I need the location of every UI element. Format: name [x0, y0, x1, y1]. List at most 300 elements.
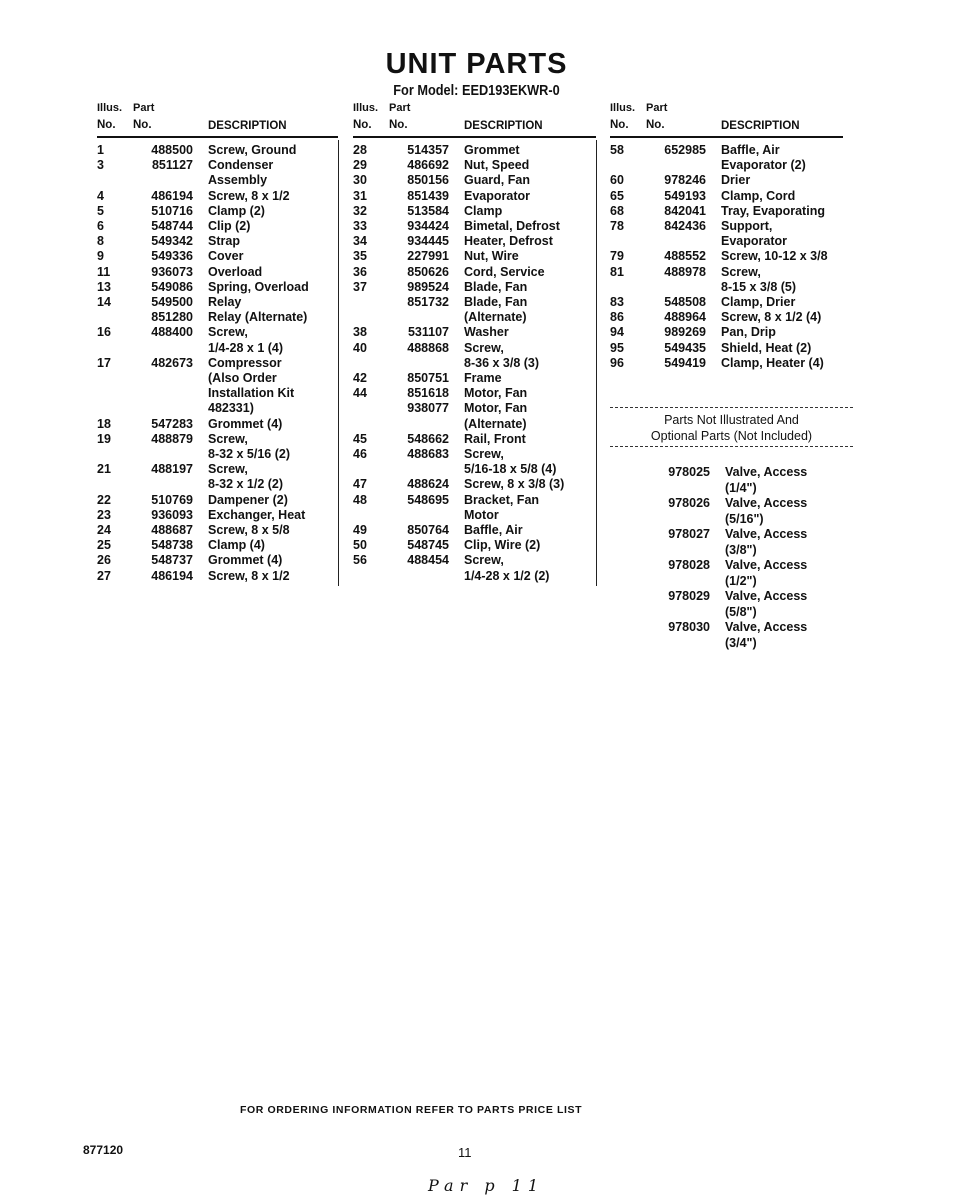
- part-description: (Also Order: [208, 371, 277, 386]
- illus-number: 68: [610, 203, 624, 218]
- illus-number: 11: [97, 264, 111, 279]
- table-row: [97, 280, 338, 295]
- illus-number: 18: [97, 416, 111, 431]
- table-row: [610, 249, 843, 264]
- part-description: Heater, Defrost: [464, 234, 553, 249]
- illus-number: [353, 356, 393, 371]
- illus-number: 79: [610, 249, 624, 264]
- part-description: Blade, Fan: [464, 295, 528, 310]
- column-header: [353, 102, 596, 136]
- part-number: 513584: [407, 203, 449, 218]
- part-description: Valve, Access: [725, 589, 808, 603]
- part-description: 8-32 x 5/16 (2): [208, 447, 290, 462]
- illus-number: [97, 310, 137, 325]
- part-description: Screw,: [208, 325, 248, 340]
- part-number: 548662: [407, 431, 449, 446]
- table-row: [353, 462, 596, 477]
- list-item: [640, 574, 807, 590]
- header-no2: No.: [389, 119, 408, 131]
- part-number: 851732: [407, 295, 449, 310]
- illus-number: 30: [353, 173, 367, 188]
- table-row: [353, 189, 596, 204]
- part-number: 549342: [151, 234, 193, 249]
- table-row: [353, 341, 596, 356]
- part-number: 851127: [151, 158, 193, 173]
- table-row: [353, 280, 596, 295]
- column-header: [610, 102, 843, 136]
- table-row: [97, 432, 338, 447]
- illus-number: 34: [353, 234, 367, 249]
- part-number: 486194: [151, 568, 193, 583]
- illus-number: 44: [353, 386, 367, 401]
- table-row: [97, 189, 338, 204]
- part-description: Valve, Access: [725, 496, 808, 510]
- table-row: [97, 204, 338, 219]
- part-number: 989524: [407, 279, 449, 294]
- illus-number: 46: [353, 447, 367, 462]
- illus-number: 78: [610, 219, 624, 234]
- table-row: [610, 173, 843, 188]
- illus-number: 32: [353, 203, 367, 218]
- list-item: [640, 481, 807, 497]
- table-row: [353, 432, 596, 447]
- part-description: Cord, Service: [464, 264, 545, 279]
- part-number: [137, 173, 193, 188]
- table-row: [97, 310, 338, 325]
- part-description: Support,: [721, 219, 773, 234]
- part-number: 978028: [668, 558, 710, 572]
- part-description: Clip (2): [208, 219, 251, 234]
- part-description: Screw, 10-12 x 3/8: [721, 249, 828, 264]
- part-description: (3/4"): [725, 635, 757, 650]
- illus-number: 81: [610, 264, 624, 279]
- part-number: 978025: [668, 465, 710, 479]
- header-no1: No.: [353, 119, 372, 131]
- part-number: 978030: [668, 620, 710, 634]
- illus-number: 35: [353, 249, 367, 264]
- part-description: Exchanger, Heat: [208, 507, 306, 522]
- part-description: Relay: [208, 295, 242, 310]
- section-rule: [610, 407, 853, 408]
- section-rule: [610, 446, 853, 447]
- part-number: 548744: [151, 219, 193, 234]
- part-number: [640, 574, 710, 590]
- table-row: [610, 356, 843, 371]
- part-description: (3/8"): [725, 542, 757, 557]
- parts-rows: [353, 138, 596, 584]
- part-number: 851439: [407, 188, 449, 203]
- table-row: [353, 401, 596, 416]
- part-number: [137, 371, 193, 386]
- part-description: Clip, Wire (2): [464, 538, 541, 553]
- illus-number: 47: [353, 477, 367, 492]
- table-row: [610, 310, 843, 325]
- illus-number: 4: [97, 188, 104, 203]
- model-subtitle: For Model: EED193EKWR-0: [393, 82, 560, 99]
- list-item: [640, 620, 807, 636]
- part-number: 548738: [151, 538, 193, 553]
- part-description: Bracket, Fan: [464, 492, 540, 507]
- header-no1: No.: [97, 119, 116, 131]
- part-number: 850626: [407, 264, 449, 279]
- table-row: [353, 310, 596, 325]
- part-description: Screw,: [464, 553, 504, 568]
- table-row: [610, 295, 843, 310]
- part-description: Valve, Access: [725, 558, 808, 572]
- table-row: [610, 143, 843, 158]
- part-description: Baffle, Air: [464, 523, 523, 538]
- part-number: 938077: [407, 401, 449, 416]
- list-item: [640, 512, 807, 528]
- parts-column-3: [610, 102, 843, 371]
- illus-number: 37: [353, 279, 367, 294]
- header-no1: No.: [610, 119, 629, 131]
- illus-number: [97, 173, 137, 188]
- table-row: [353, 356, 596, 371]
- illus-number: 94: [610, 325, 624, 340]
- list-item: [640, 636, 807, 652]
- illus-number: [353, 508, 393, 523]
- part-number: 488500: [151, 143, 193, 157]
- part-number: 936073: [151, 264, 193, 279]
- illus-number: [610, 280, 650, 295]
- list-item: [640, 589, 807, 605]
- part-number: 488683: [407, 447, 449, 462]
- table-row: [353, 569, 596, 584]
- table-row: [353, 508, 596, 523]
- column-header: [97, 102, 338, 136]
- part-description: Overload: [208, 264, 263, 279]
- part-description: Clamp: [464, 203, 503, 218]
- part-number: [137, 386, 193, 401]
- part-description: Cover: [208, 249, 244, 264]
- part-description: (1/4"): [725, 480, 757, 495]
- part-description: Valve, Access: [725, 465, 808, 479]
- part-description: Screw, 8 x 3/8 (3): [464, 477, 565, 492]
- illus-number: [353, 310, 393, 325]
- part-description: Screw,: [208, 431, 248, 446]
- part-number: 842436: [664, 219, 706, 234]
- table-row: [353, 234, 596, 249]
- part-description: Screw, 8 x 5/8: [208, 523, 290, 538]
- table-row: [97, 371, 338, 386]
- illus-number: 6: [97, 219, 104, 234]
- illus-number: 29: [353, 158, 367, 173]
- part-number: [640, 636, 710, 652]
- part-description: Motor, Fan: [464, 401, 528, 416]
- handwritten-annotation: Par p 11: [428, 1176, 545, 1195]
- part-number: 652985: [664, 143, 706, 157]
- header-part: Part: [133, 102, 155, 114]
- part-number: 488978: [664, 264, 706, 279]
- table-row: [97, 538, 338, 553]
- parts-column-2: [353, 102, 596, 584]
- part-number: [650, 158, 706, 173]
- part-number: 842041: [664, 203, 706, 218]
- table-row: [97, 265, 338, 280]
- part-number: 488687: [151, 523, 193, 538]
- table-row: [97, 447, 338, 462]
- illus-number: [353, 569, 393, 584]
- part-number: 989269: [664, 325, 706, 340]
- part-number: 547283: [151, 416, 193, 431]
- illus-number: 16: [97, 325, 111, 340]
- table-row: [353, 447, 596, 462]
- table-row: [97, 173, 338, 188]
- header-description: DESCRIPTION: [721, 120, 800, 132]
- part-number: 548508: [664, 295, 706, 310]
- part-number: [640, 512, 710, 528]
- part-description: Screw, 8 x 1/2: [208, 568, 290, 583]
- part-description: Clamp, Cord: [721, 188, 796, 203]
- part-number: 488868: [407, 340, 449, 355]
- part-number: [650, 234, 706, 249]
- header-description: DESCRIPTION: [208, 120, 287, 132]
- part-description: Evaporator: [464, 188, 530, 203]
- part-number: [393, 462, 449, 477]
- not-illustrated-heading: [610, 412, 853, 444]
- list-item: [640, 558, 807, 574]
- table-row: [353, 538, 596, 553]
- table-row: [610, 158, 843, 173]
- part-description: 1/4-28 x 1/2 (2): [464, 568, 550, 583]
- illus-number: 31: [353, 188, 367, 203]
- part-description: Frame: [464, 371, 502, 386]
- illus-number: 50: [353, 538, 367, 553]
- illus-number: [97, 341, 137, 356]
- table-row: [97, 234, 338, 249]
- illus-number: 17: [97, 355, 111, 370]
- not-illustrated-list: [640, 465, 807, 651]
- illus-number: 49: [353, 523, 367, 538]
- part-number: 486194: [151, 188, 193, 203]
- part-description: (Alternate): [464, 310, 527, 325]
- part-description: 8-15 x 3/8 (5): [721, 279, 797, 294]
- list-item: [640, 605, 807, 621]
- part-description: Screw,: [464, 340, 504, 355]
- illus-number: [97, 477, 137, 492]
- table-row: [610, 280, 843, 295]
- illus-number: 26: [97, 553, 111, 568]
- part-number: 482673: [151, 355, 193, 370]
- part-number: 488879: [151, 431, 193, 446]
- part-number: 934445: [407, 234, 449, 249]
- list-item: [640, 465, 807, 481]
- list-item: [640, 543, 807, 559]
- part-number: 850764: [407, 523, 449, 538]
- part-description: Evaporator: [721, 234, 787, 249]
- table-row: [97, 401, 338, 416]
- part-number: 934424: [407, 219, 449, 234]
- part-number: [650, 280, 706, 295]
- illus-number: 36: [353, 264, 367, 279]
- part-description: Screw, 8 x 1/2 (4): [721, 310, 822, 325]
- part-description: Clamp (2): [208, 203, 265, 218]
- part-description: Nut, Wire: [464, 249, 519, 264]
- part-number: 549086: [151, 279, 193, 294]
- parts-rows: [97, 138, 338, 584]
- part-number: 486692: [407, 158, 449, 173]
- part-number: [640, 605, 710, 621]
- part-description: Installation Kit: [208, 386, 295, 401]
- table-row: [610, 325, 843, 340]
- illus-number: 23: [97, 507, 111, 522]
- column-divider: [596, 140, 597, 586]
- part-number: 531107: [407, 325, 449, 340]
- part-description: (Alternate): [464, 416, 527, 431]
- part-description: Compressor: [208, 355, 282, 370]
- illus-number: 22: [97, 492, 111, 507]
- table-row: [97, 325, 338, 340]
- part-number: 850156: [407, 173, 449, 188]
- table-row: [353, 417, 596, 432]
- part-number: [393, 569, 449, 584]
- part-description: Screw,: [464, 447, 504, 462]
- table-row: [353, 477, 596, 492]
- table-row: [353, 493, 596, 508]
- illus-number: [353, 401, 393, 416]
- table-row: [97, 143, 338, 158]
- table-row: [97, 477, 338, 492]
- illus-number: 42: [353, 371, 367, 386]
- part-description: Grommet (4): [208, 553, 283, 568]
- part-description: Condenser: [208, 158, 274, 173]
- part-number: 549419: [664, 355, 706, 370]
- part-number: 488624: [407, 477, 449, 492]
- part-description: Grommet: [464, 143, 520, 157]
- table-row: [97, 249, 338, 264]
- illus-number: 27: [97, 568, 111, 583]
- illus-number: 58: [610, 143, 624, 157]
- part-description: Screw, Ground: [208, 143, 297, 157]
- table-row: [97, 569, 338, 584]
- illus-number: 8: [97, 234, 104, 249]
- part-description: 8-32 x 1/2 (2): [208, 477, 284, 492]
- table-row: [97, 341, 338, 356]
- illus-number: 60: [610, 173, 624, 188]
- illus-number: [97, 447, 137, 462]
- table-row: [353, 158, 596, 173]
- illus-number: 19: [97, 431, 111, 446]
- illus-number: 1: [97, 143, 104, 157]
- part-description: Clamp, Heater (4): [721, 355, 824, 370]
- table-row: [353, 143, 596, 158]
- illus-number: [610, 234, 650, 249]
- header-illus: Illus.: [610, 102, 636, 114]
- header-no2: No.: [133, 119, 152, 131]
- part-description: Screw,: [721, 264, 761, 279]
- illus-number: 13: [97, 279, 111, 294]
- illus-number: [97, 371, 137, 386]
- parts-column-1: [97, 102, 338, 584]
- part-number: 549500: [151, 295, 193, 310]
- illus-number: 21: [97, 462, 111, 477]
- part-number: 850751: [407, 371, 449, 386]
- part-number: 510716: [151, 203, 193, 218]
- header-part: Part: [389, 102, 411, 114]
- part-description: Tray, Evaporating: [721, 203, 825, 218]
- part-description: Washer: [464, 325, 509, 340]
- header-part: Part: [646, 102, 668, 114]
- part-description: 8-36 x 3/8 (3): [464, 355, 540, 370]
- part-description: Evaporator (2): [721, 158, 806, 173]
- part-description: Assembly: [208, 173, 268, 188]
- table-row: [97, 386, 338, 401]
- table-row: [353, 553, 596, 568]
- header-illus: Illus.: [97, 102, 123, 114]
- table-row: [97, 295, 338, 310]
- part-number: [393, 356, 449, 371]
- list-item: [640, 496, 807, 512]
- part-description: Motor: [464, 507, 499, 522]
- part-description: (5/16"): [725, 511, 764, 526]
- part-number: [393, 417, 449, 432]
- table-row: [97, 508, 338, 523]
- document-number: 877120: [83, 1143, 124, 1157]
- table-row: [353, 204, 596, 219]
- illus-number: 24: [97, 523, 111, 538]
- part-number: 548695: [407, 492, 449, 507]
- header-illus: Illus.: [353, 102, 379, 114]
- illus-number: 45: [353, 431, 367, 446]
- table-row: [353, 295, 596, 310]
- illus-number: [353, 462, 393, 477]
- part-description: Blade, Fan: [464, 279, 528, 294]
- column-divider: [338, 140, 339, 586]
- part-number: 851280: [151, 310, 193, 325]
- illus-number: 33: [353, 219, 367, 234]
- table-row: [97, 462, 338, 477]
- illus-number: [353, 295, 393, 310]
- table-row: [353, 325, 596, 340]
- illus-number: 48: [353, 492, 367, 507]
- illus-number: 96: [610, 355, 624, 370]
- part-description: Baffle, Air: [721, 143, 780, 157]
- illus-number: 28: [353, 143, 367, 157]
- illus-number: 3: [97, 158, 104, 173]
- part-description: Screw,: [208, 462, 248, 477]
- table-row: [97, 219, 338, 234]
- part-number: 548745: [407, 538, 449, 553]
- part-number: 510769: [151, 492, 193, 507]
- ordering-note: FOR ORDERING INFORMATION REFER TO PARTS PRICE LIST: [240, 1104, 583, 1116]
- illus-number: 38: [353, 325, 367, 340]
- illus-number: [353, 417, 393, 432]
- heading-line: Parts Not Illustrated And: [664, 413, 799, 427]
- part-description: Strap: [208, 234, 240, 249]
- header-description: DESCRIPTION: [464, 120, 543, 132]
- part-number: [640, 481, 710, 497]
- part-number: [137, 401, 193, 416]
- illus-number: 14: [97, 295, 111, 310]
- part-description: Rail, Front: [464, 431, 526, 446]
- illus-number: 56: [353, 553, 367, 568]
- part-description: (5/8"): [725, 604, 757, 619]
- part-number: 549336: [151, 249, 193, 264]
- part-description: Clamp (4): [208, 538, 265, 553]
- part-number: 488454: [407, 553, 449, 568]
- illus-number: [97, 386, 137, 401]
- part-description: Screw, 8 x 1/2: [208, 188, 290, 203]
- table-row: [353, 173, 596, 188]
- part-description: Valve, Access: [725, 620, 808, 634]
- part-description: Valve, Access: [725, 527, 808, 541]
- part-number: 978246: [664, 173, 706, 188]
- part-description: Bimetal, Defrost: [464, 219, 560, 234]
- illus-number: [610, 158, 650, 173]
- part-number: 936093: [151, 507, 193, 522]
- part-description: Clamp, Drier: [721, 295, 796, 310]
